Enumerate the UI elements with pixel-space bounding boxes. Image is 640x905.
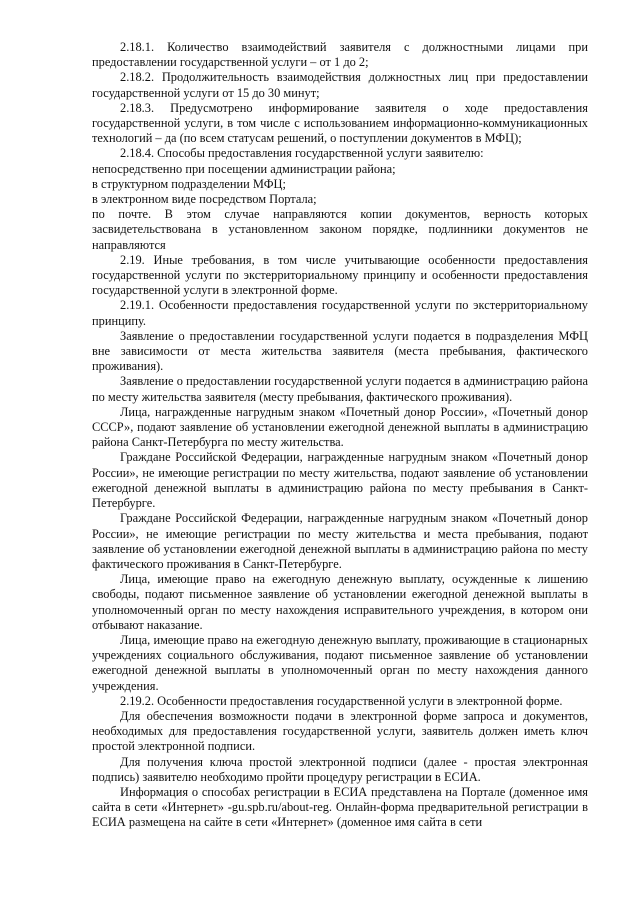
paragraph-mfc-application: Заявление о предоставлении государственной услуги подается в подразделения МФЦ вне зависимости от места жительства заявителя (места пребывания, фактического проживания). [92, 328, 588, 374]
paragraph-2-19-1: 2.19.1. Особенности предоставления государственной услуги по экстерриториальному принципу. [92, 298, 588, 328]
method-portal: в электронном виде посредством Портала; [92, 192, 317, 207]
paragraph-2-19: 2.19. Иные требования, в том числе учитывающие особенности предоставления государственной услуги по экстерриториальному принципу и особенности предоставления государственной услуги в электронной форме. [92, 252, 588, 298]
paragraph-esia-info: Информация о способах регистрации в ЕСИА представлена на Портале (доменное имя сайта в сети «Интернет» -gu.spb.ru/about-reg. Онлайн-форма предварительной регистрации в ЕСИА размещена на сайте в сети «Интернет» (доменное имя сайта в сети [92, 784, 588, 830]
paragraph-2-18-2: 2.18.2. Продолжительность взаимодействия должностных лиц при предоставлении государственной услуги от 15 до 30 минут; [92, 70, 588, 100]
method-in-person: непосредственно при посещении администрации района; [92, 161, 396, 176]
paragraph-2-18-3: 2.18.3. Предусмотрено информирование заявителя о ходе предоставления государственной услуги, в том числе с использованием информационно-коммуникационных технологий – да (по всем статусам решений, о поступлении документов в МФЦ); [92, 100, 588, 146]
paragraph-esia-registration: Для получения ключа простой электронной подписи (далее - простая электронная подпись) заявителю необходимо пройти процедуру регистрации в ЕСИА. [92, 754, 588, 784]
method-mail: по почте. В этом случае направляются копии документов, верность которых засвидетельствована в установленном законом порядке, подлинники документов не направляются [92, 207, 588, 252]
paragraph-donor-residence: Лица, награжденные нагрудным знаком «Почетный донор России», «Почетный донор СССР», подают заявление об установлении ежегодной денежной выплаты в администрацию района Санкт-Петербурга по месту жительства. [92, 404, 588, 450]
paragraph-2-18-4: 2.18.4. Способы предоставления государственной услуги заявителю: [120, 146, 484, 161]
paragraph-2-19-2: 2.19.2. Особенности предоставления государственной услуги в электронной форме. [120, 693, 563, 708]
paragraph-electronic-key: Для обеспечения возможности подачи в электронной форме запроса и документов, необходимых для предоставления государственной услуги, заявитель должен иметь ключ простой электронной подписи. [92, 708, 588, 754]
paragraph-2-18-1: 2.18.1. Количество взаимодействий заявителя с должностными лицами при предоставлении государственной услуги – от 1 до 2; [92, 40, 588, 70]
paragraph-social-institutions: Лица, имеющие право на ежегодную денежную выплату, проживающие в стационарных учреждениях социального обслуживания, подают письменное заявление об установлении ежегодной денежной выплаты в уполномоченный орган по месту нахождения данного учреждения. [92, 632, 588, 693]
paragraph-convicted: Лица, имеющие право на ежегодную денежную выплату, осужденные к лишению свободы, подают письменное заявление об установлении ежегодной денежной выплаты в уполномоченный орган по месту нахождения исправительного учреждения, в котором они отбывают наказание. [92, 572, 588, 632]
paragraph-district-application: Заявление о предоставлении государственной услуги подается в администрацию района по месту жительства заявителя (месту пребывания, фактического проживания). [92, 374, 588, 404]
paragraph-donor-actual: Граждане Российской Федерации, награжденные нагрудным знаком «Почетный донор России», не имеющие регистрации по месту жительства и места пребывания, подают заявление об установлении ежегодной денежной выплаты в администрацию района по месту фактического проживания в Санкт-Петербурге. [92, 511, 588, 571]
document-body [92, 40, 588, 831]
paragraph-donor-stay: Граждане Российской Федерации, награжденные нагрудным знаком «Почетный донор России», не имеющие регистрации по месту жительства, подают заявление об установлении ежегодной денежной выплаты в администрацию района по месту пребывания в Санкт-Петербурге. [92, 450, 588, 511]
method-mfc: в структурном подразделении МФЦ; [92, 176, 286, 191]
